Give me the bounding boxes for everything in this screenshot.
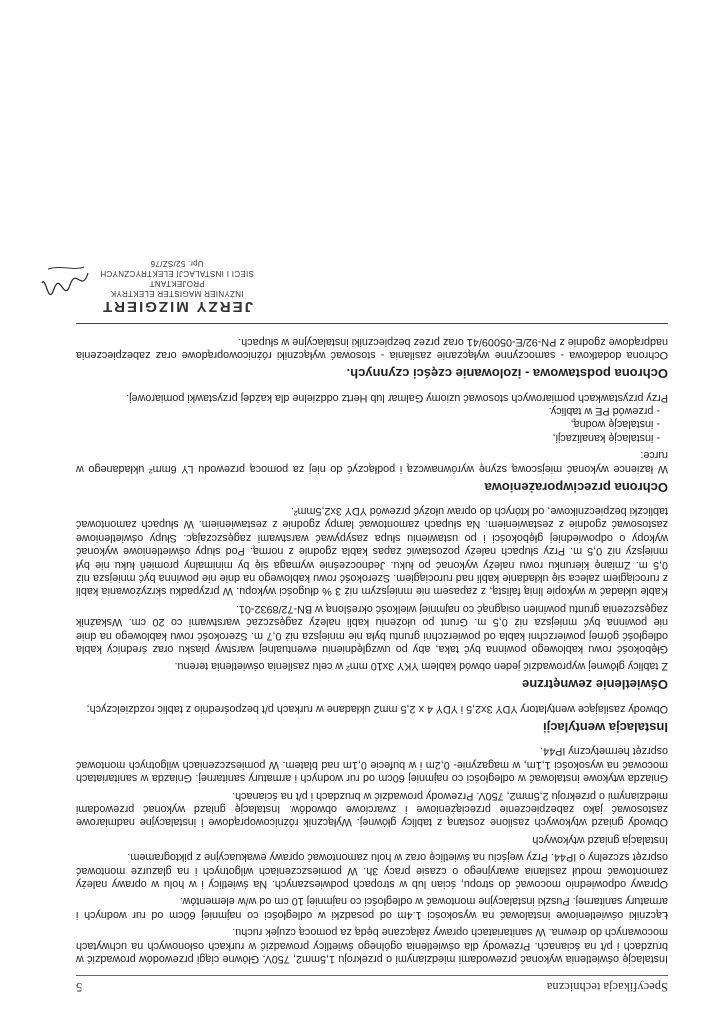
page-header <box>76 979 668 994</box>
subheading-sockets: Instalacja gniazd wtykowych <box>532 833 668 846</box>
list-item: - przewód PE w tablicy. <box>548 405 660 417</box>
paragraph: Obwody zasilające wentylatory YDY 3x2,5 i YDY 4 x 2,5 mm2 układane w rurkach p/t bezpośrednio z tablic rozdzielczych; <box>86 702 668 715</box>
stamp-box <box>84 258 270 315</box>
heading-ventilation: Instalacja wentylacji <box>542 719 668 735</box>
paragraph: Kable układać w wykopie linią falistą, z zapasem nie mniejszym niż 3 % długości wykopu. W przypadku skrzyżowania kabli z rurociągiem zaleca się układanie kabli nad rurociągiem. Szerokość rowu kablowego na dnie nie powinna być mniejsza niż 0,5 m. Zmianę kierunku rowu należy wykonać po łuku. Jednocześnie wymaga się by minimalny promień łuku nie był mniejszy niż 0,5 m. Przy słupach należy pozostawić zapas kabla zgodnie z normą. Pod słupy oświetleniowe wykonać wykopy o odpowiedniej głębokości i po ustawieniu słupa zasypywać warstwami zagęszczając. Słupy oświetleniowe zastosować zgodnie z zestawieniem. Na słupach zamontować lampy zgodnie z zestawieniem. W słupach zamontować tabliczki bezpiecznikowe, od których do opraw ułożyć przewód YDY 3x2,5mm². <box>76 505 668 598</box>
paragraph: Obwody gniazd wtykowych zasilone zostaną z tablicy głównej. Wyłącznik różnicowoprądowe i instalacyjne nadmiarowe zastosować jako zabezpieczenie przeciążeniowe i zwarciowe obwodów. Instalację gniazd wykonać przewodami miedzianymi o przekroju 2,5mm2, 750V. Przewody prowadzić w bruzdach i p/t na ścianach. <box>76 789 668 829</box>
designer-stamp <box>76 223 668 319</box>
stamp-scope: SIECI I INSTALACJI ELEKTRYCZNYCH <box>100 269 254 279</box>
stamp-name: JERZY MIZGIERT <box>101 298 253 316</box>
paragraph: Z tablicy głównej wyprowadzić jeden obwód kablem YKY 3x10 mm² w celu zasilenia oświetlenia terenu. <box>174 660 668 673</box>
paragraph: Oprawy odpowiednio mocować do stropu, ścian lub w stropach podwieszanych. Na świetlicy i w holu w oprawy należy zamontować moduł zasilania awaryjnego o czasie pracy 3h. W pomieszczeniach wilgotnych i na glazurze montować osprzęt szczelny o IP44. Przy wejściu na świetlicę oraz w holu zamontować oprawy ewakuacyjne z piktogramem. <box>76 851 668 890</box>
heading-outdoor-lighting: Oświetlenie zewnętrzne <box>522 677 668 693</box>
stamp-license: Upr. 52/SZ/76 <box>150 259 204 269</box>
paragraph: Instalację oświetlenia wykonać przewodami miedzianymi o przekroju 1,5mm2, 750V. Główne ciągi przewodów prowadzić w bruzdach i p/t na ścianach. Przewody dla oświetlenia ogólnego świetlicy prowadzić w rurkach osłonowych na uchwytach mocowanych do drewna. W sanitariatach oprawy załączane będą za pomocą czujek ruchu. <box>76 926 668 965</box>
paragraph: Łączniki oświetleniowe instalować na wysokości 1.4m od posadzki w odległości co najmniej 60cm od rur wodnych i armatury sanitarnej. Puszki instalacyjne montować w odległości co najmniej 10 cm od w/w elementów. <box>76 895 668 921</box>
signature-rule <box>76 323 668 324</box>
stamp-title: INŻYNIER MAGISTER ELEKTRYK <box>110 289 244 299</box>
heading-basic-protection: Ochrona podstawowa - izolowanie części czynnych. <box>346 366 668 382</box>
paragraph: W łazience wykonać miejscową szynę wyrównawczą i podłączyć do niej za pomocą przewodu LY 6mm² układanego w rurce: <box>76 449 668 475</box>
handwritten-signature <box>40 261 92 301</box>
header-title: Specyfikacja techniczna <box>546 980 668 994</box>
paragraph: Ochrona dodatkowa - samoczynne wyłączanie zasilania - stosować wyłączniki różnicowoprądowe oraz zabezpieczenia nadprądowe zgodnie z PN-92/E-05009/41 oraz przez bezpieczniki instalacyjne w słupach. <box>76 335 668 362</box>
paragraph: Gniazda wtykowe instalować w odległości co najmniej 60cm od rur wodnych i armatury sanitarnej. Gniazda w sanitariatach mocować na wysokości 1,1m, w magazynie- 0,2m i w bufecie 0,1m nad blatem. W pomieszczeniach wilgotnych montować osprzęt hermetyczny IP44. <box>76 745 668 785</box>
list-item: - instalację kanalizacji, <box>552 431 660 444</box>
list-item: - instalację wodną, <box>570 418 660 431</box>
page-number: 5 <box>76 980 83 994</box>
paragraph: Przy przystawkach pomiarowych stosować uziomy Galmar lub Hertz oddzielne dla każdej przystawki pomiarowej. <box>126 391 668 404</box>
stamp-role: PROJEKTANT <box>149 279 205 289</box>
paragraph: Głębokość rowu kablowego powinna być taka, aby po uwzględnieniu ewentualnej warstwy piasku oraz średnicy kabla odległość górnej powierzchni kabla od powierzchni gruntu była nie mniejsza niż 0,7 m. Szerokość rowu kablowego na dnie nie powinna być mniejsza niż 0,5 m. Grunt po ułożeniu kabli należy zagęszczać warstwami co 20 cm. Wskaźnik zagęszczenia gruntu powinien osiągnąć co najmniej wielkość określoną w BN-72/8932-01. <box>76 602 668 656</box>
header-rule <box>76 975 668 976</box>
page-content <box>76 223 668 994</box>
heading-shock-protection: Ochrona przeciwporażeniowa <box>484 479 668 495</box>
